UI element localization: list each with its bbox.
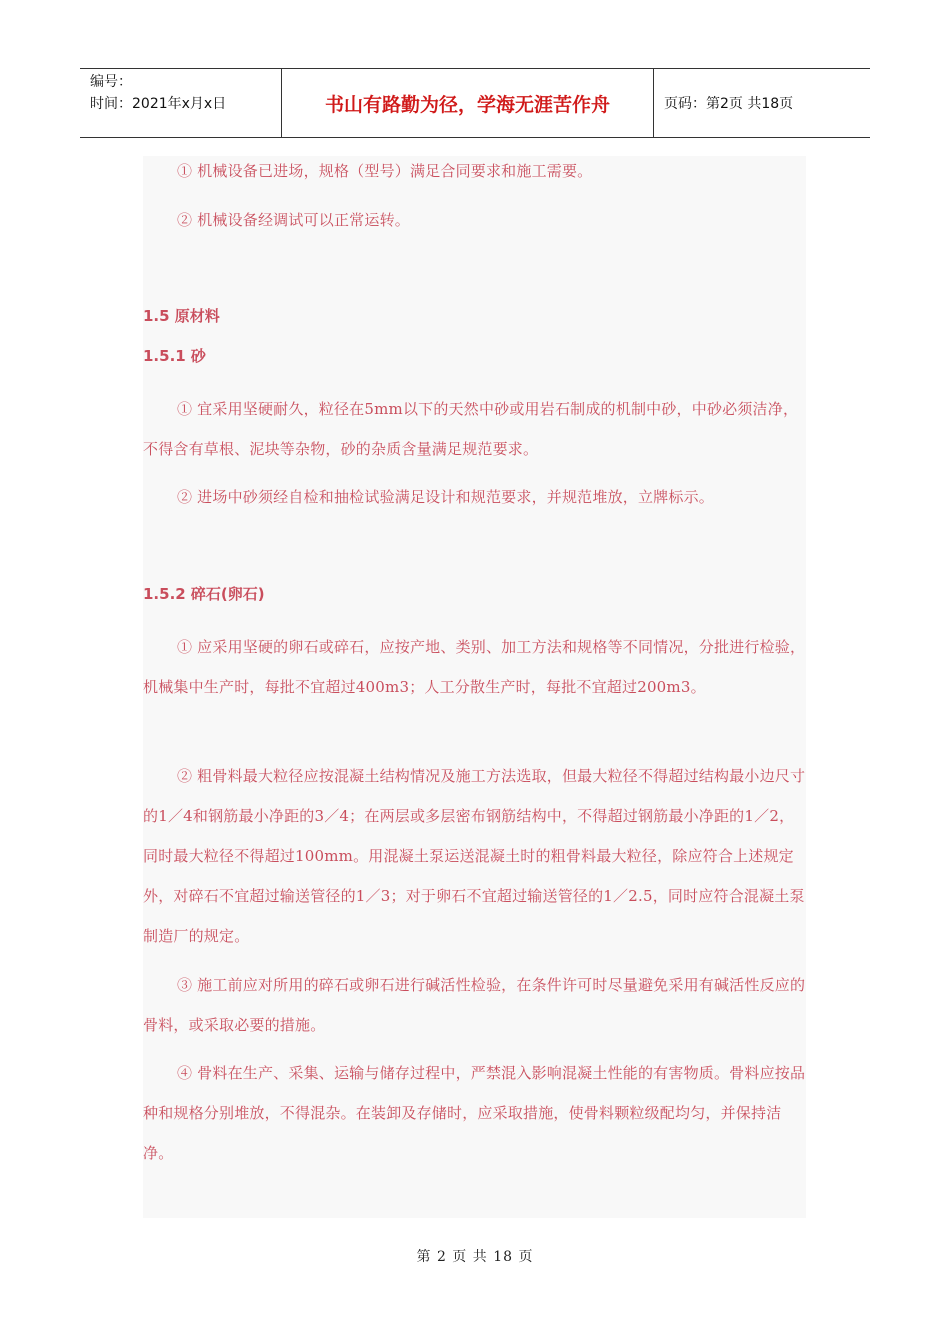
paragraph: ① 机械设备已进场，规格（型号）满足合同要求和施工需要。: [177, 162, 593, 180]
document-body: [143, 156, 806, 1218]
paragraph: ② 进场中砂须经自检和抽检试验满足设计和规范要求，并规范堆放，立牌标示。: [177, 488, 714, 506]
paragraph: ② 粗骨料最大粒径应按混凝土结构情况及施工方法选取，但最大粒径不得超过结构最小边尺寸的1／4和钢筋最小净距的3／4；在两层或多层密布钢筋结构中，不得超过钢筋最小净距的1／2，同时最大粒径不得超过100mm。用混凝土泵运送混凝土时的粗骨料最大粒径，除应符合上述规定外，对碎石不宜超过输送管径的1／3；对于卵石不宜超过输送管径的1／2.5，同时应符合混凝土泵制造厂的规定。: [143, 767, 806, 945]
paragraph: ③ 施工前应对所用的碎石或卵石进行碱活性检验，在条件许可时尽量避免采用有碱活性反应的骨料，或采取必要的措施。: [143, 976, 806, 1034]
subsection-heading: 1.5.1 砂: [143, 347, 206, 365]
page-header: [80, 68, 870, 138]
page-footer: 第 2 页 共 18 页: [416, 1249, 534, 1265]
code-label: 编号：: [90, 74, 132, 90]
header-motto: 书山有路勤为径，学海无涯苦作舟: [282, 69, 654, 137]
header-page-info: 页码：第2页 共18页: [664, 96, 794, 112]
section-heading: 1.5 原材料: [143, 307, 220, 325]
paragraph: ① 宜采用坚硬耐久，粒径在5mm以下的天然中砂或用岩石制成的机制中砂，中砂必须洁净，不得含有草根、泥块等杂物，砂的杂质含量满足规范要求。: [143, 400, 799, 458]
time-label: 时间：2021年x月x日: [90, 96, 227, 112]
subsection-heading: 1.5.2 碎石(卵石): [143, 585, 265, 603]
paragraph: ② 机械设备经调试可以正常运转。: [177, 211, 410, 229]
paragraph: ① 应采用坚硬的卵石或碎石，应按产地、类别、加工方法和规格等不同情况，分批进行检验，机械集中生产时，每批不宜超过400m3；人工分散生产时，每批不宜超过200m3。: [143, 638, 806, 696]
paragraph: ④ 骨料在生产、采集、运输与储存过程中，严禁混入影响混凝土性能的有害物质。骨料应按品种和规格分别堆放，不得混杂。在装卸及存储时，应采取措施，使骨料颗粒级配均匀，并保持洁净。: [143, 1064, 806, 1162]
header-meta: [80, 69, 282, 137]
